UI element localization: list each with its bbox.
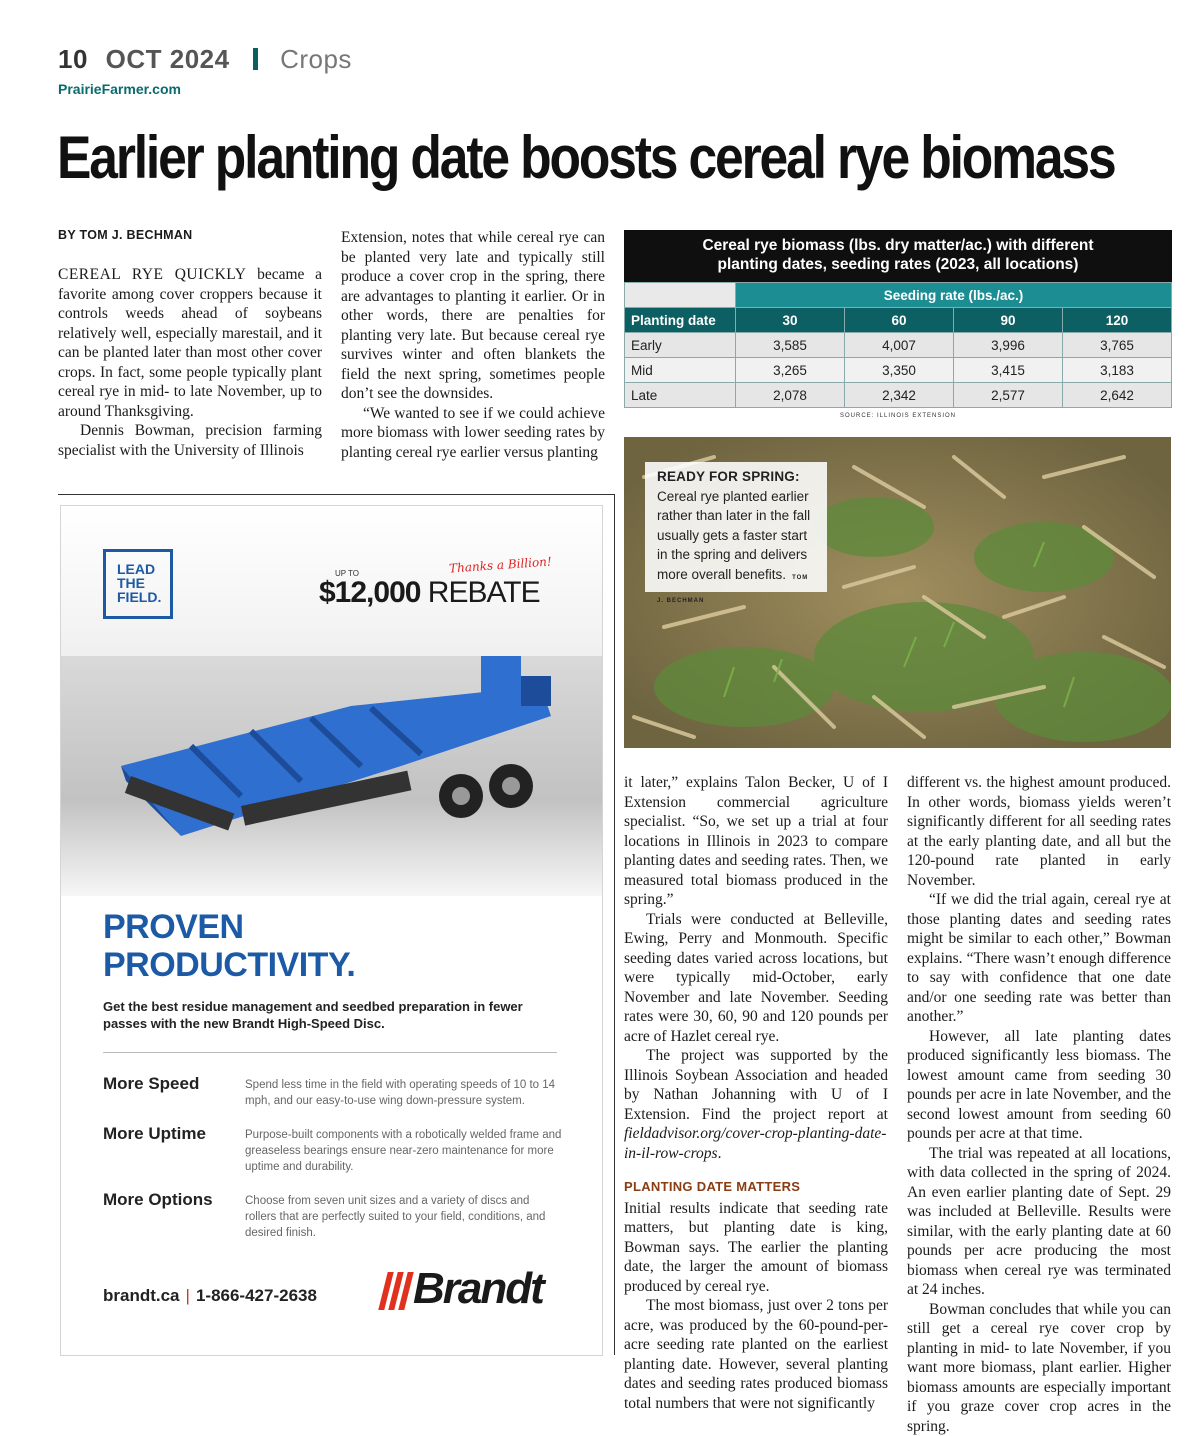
lead-text: became a favorite among cover croppers because it controls weeds ahead of soybeans relatively well, especially marestail, and it can be planted later than most other cover crops. In fact, some people typically plant cereal rye in mid- to late November, up to around Thanksgiving. bbox=[58, 266, 322, 420]
table-cell: 3,350 bbox=[845, 358, 954, 383]
table-cell: 2,342 bbox=[845, 383, 954, 408]
article-column-1 bbox=[58, 265, 322, 460]
row-label: Early bbox=[625, 333, 736, 358]
logo-line: FIELD. bbox=[117, 590, 170, 604]
row-label: Mid bbox=[625, 358, 736, 383]
site-link[interactable]: PrairieFarmer.com bbox=[58, 81, 181, 97]
table-title-line: planting dates, seeding rates (2023, all locations) bbox=[634, 255, 1162, 274]
table-source: SOURCE: ILLINOIS EXTENSION bbox=[624, 413, 1172, 419]
contact-divider: | bbox=[186, 1286, 190, 1305]
table-cell: 3,765 bbox=[1063, 333, 1172, 358]
table-row bbox=[625, 383, 1172, 408]
table-title bbox=[624, 230, 1172, 282]
article-paragraph: Trials were conducted at Belleville, Ewing, Perry and Monmouth. Specific seeding dates varied across locations, but were typically mid-October, early November and late November. Seeding rates were 30, 60, 90 and 120 pounds per acre of Hazlet cereal rye. bbox=[624, 910, 888, 1047]
high-speed-disc-illustration bbox=[101, 646, 561, 886]
table-cell: 3,415 bbox=[954, 358, 1063, 383]
feature-description: Spend less time in the field with operating speeds of 10 to 14 mph, and our easy-to-use wing down-pressure system. bbox=[245, 1077, 563, 1109]
article-paragraph: The most biomass, just over 2 tons per acre, was produced by the 60-pound-per-acre seeding rate planted on the earliest planting date. However, several planting dates and seeding rates produced biomass total numbers that were not significantly bbox=[624, 1296, 888, 1413]
brandt-logo bbox=[379, 1270, 569, 1310]
table-corner bbox=[625, 283, 736, 308]
paragraph-text: The project was supported by the Illinois Soybean Association and headed by Nathan Johanning with U of I Extension. Find the project report at bbox=[624, 1047, 888, 1123]
feature-description: Purpose-built components with a robotically welded frame and greaseless bearings ensure near-zero maintenance for more uptime and durability. bbox=[245, 1127, 563, 1175]
table-header-row bbox=[625, 308, 1172, 333]
article-paragraph bbox=[624, 1046, 888, 1163]
article-paragraph: Extension, notes that while cereal rye can be planted very late and typically still produce a cover crop in the spring, there are advantages to planting it earlier. Or in other words, there are penalties for planting very late. But because cereal rye survives winter and often blankets the field the next spring, sometimes people don’t see the downsides. bbox=[341, 228, 605, 404]
column-header: 90 bbox=[954, 308, 1063, 333]
up-to-label: UP TO bbox=[335, 569, 359, 578]
ad-phone[interactable]: 1-866-427-2638 bbox=[196, 1286, 317, 1305]
biomass-table bbox=[624, 230, 1172, 419]
photo-caption bbox=[645, 462, 827, 592]
table-grid bbox=[624, 282, 1172, 408]
brandt-stripes-icon bbox=[379, 1272, 413, 1310]
article-paragraph bbox=[58, 265, 322, 421]
table-cell: 3,585 bbox=[736, 333, 845, 358]
column-header: 30 bbox=[736, 308, 845, 333]
logo-line: LEAD bbox=[117, 562, 170, 576]
article-column-2 bbox=[341, 228, 605, 462]
table-cell: 2,642 bbox=[1063, 383, 1172, 408]
ad-website-link[interactable]: brandt.ca bbox=[103, 1286, 180, 1305]
rebate-offer bbox=[319, 576, 540, 610]
planting-date-header: Planting date bbox=[625, 308, 736, 333]
table-header-row bbox=[625, 283, 1172, 308]
table-cell: 2,078 bbox=[736, 383, 845, 408]
caption-text: Cereal rye planted earlier rather than later in the fall usually gets a faster start in the spring and delivers more overall benefits. bbox=[657, 489, 810, 582]
table-cell: 4,007 bbox=[845, 333, 954, 358]
section-name: Crops bbox=[280, 44, 352, 74]
rebate-word: REBATE bbox=[428, 576, 540, 609]
article-paragraph: “If we did the trial again, cereal rye at those planting dates and seeding rates might be similar to each other,” Bowman explains. “There wasn’t enough difference to say with confidence that one date and/or one seeding rate was better than another.” bbox=[907, 890, 1171, 1027]
feature-label: More Uptime bbox=[103, 1124, 206, 1144]
row-label: Late bbox=[625, 383, 736, 408]
ad-divider bbox=[103, 1052, 557, 1053]
ad-headline-line: PRODUCTIVITY. bbox=[103, 946, 355, 984]
ad-contact bbox=[103, 1286, 317, 1306]
table-cell: 3,183 bbox=[1063, 358, 1172, 383]
article-paragraph: different vs. the highest amount produced. In other words, biomass yields weren’t significantly different for all seeding rates at the early planting date, and all but the 120-pound rate planted in early November. bbox=[907, 773, 1171, 890]
column-header: 120 bbox=[1063, 308, 1172, 333]
feature-label: More Options bbox=[103, 1190, 213, 1210]
article-paragraph: However, all late planting dates produced significantly less biomass. The lowest amount came from seeding 30 pounds per acre in late November, and the second lowest amount from seeding 60 pounds per acre at that time. bbox=[907, 1027, 1171, 1144]
column-header: 60 bbox=[845, 308, 954, 333]
table-row bbox=[625, 333, 1172, 358]
table-cell: 3,996 bbox=[954, 333, 1063, 358]
feature-label: More Speed bbox=[103, 1074, 199, 1094]
byline: BY TOM J. BECHMAN bbox=[58, 228, 193, 242]
seeding-rate-header: Seeding rate (lbs./ac.) bbox=[736, 283, 1172, 308]
article-paragraph: The trial was repeated at all locations, with data collected in the spring of 2024. An even earlier planting date of Sept. 29 was included at Belleville. Results were similar, with the early planting date at 60 pounds per acre producing the most biomass when cereal rye was terminated at 24 inches. bbox=[907, 1144, 1171, 1300]
ad-subhead: Get the best residue management and seedbed preparation in fewer passes with the new Brandt High-Speed Disc. bbox=[103, 998, 523, 1032]
page-number: 10 bbox=[58, 44, 88, 74]
article-headline: Earlier planting date boosts cereal rye biomass bbox=[57, 122, 1115, 194]
article-column-3 bbox=[624, 773, 888, 1413]
article-paragraph: Dennis Bowman, precision farming specialist with the University of Illinois bbox=[58, 421, 322, 460]
brandt-advertisement[interactable] bbox=[60, 505, 603, 1356]
article-paragraph: “We wanted to see if we could achieve more biomass with lower seeding rates by planting cereal rye earlier versus planting bbox=[341, 404, 605, 463]
lead-in: CEREAL RYE QUICKLY bbox=[58, 266, 246, 283]
lead-the-field-logo bbox=[103, 549, 173, 619]
photo-credit: TOM J. BECHMAN bbox=[657, 575, 808, 605]
ad-headline bbox=[103, 908, 355, 984]
table-title-line: Cereal rye biomass (lbs. dry matter/ac.) with different bbox=[634, 236, 1162, 255]
page-folio bbox=[58, 44, 352, 75]
logo-line: THE bbox=[117, 576, 170, 590]
article-paragraph: Initial results indicate that seeding rate matters, but planting date is king, Bowman says. The earlier the planting date, the larger the amount of biomass produced by cereal rye. bbox=[624, 1199, 888, 1297]
table-cell: 3,265 bbox=[736, 358, 845, 383]
paragraph-text: . bbox=[718, 1145, 722, 1162]
article-paragraph: Bowman concludes that while you can still get a cereal rye cover crop by planting in mid- to late November, if you want more biomass, plant earlier. Higher biomass amounts are especially important if you graze cover crop acres in the spring. bbox=[907, 1300, 1171, 1436]
table-row bbox=[625, 358, 1172, 383]
issue-date: OCT 2024 bbox=[106, 44, 230, 74]
folio-divider bbox=[253, 48, 258, 70]
thanks-a-billion-tagline: Thanks a Billion! bbox=[449, 554, 553, 575]
article-paragraph: it later,” explains Talon Becker, U of I Extension commercial agriculture specialist. “So, we set up a trial at four locations in Illinois in 2023 to compare planting dates and seeding rates. Then, we measured total biomass produced in the spring.” bbox=[624, 773, 888, 910]
report-link[interactable]: fieldadvisor.org/cover-crop-planting-date-in-il-row-crops bbox=[624, 1125, 886, 1162]
brandt-wordmark: Brandt bbox=[413, 1264, 543, 1314]
ad-headline-line: PROVEN bbox=[103, 908, 355, 946]
feature-description: Choose from seven unit sizes and a variety of discs and rollers that are perfectly suited to your field, conditions, and desired finish. bbox=[245, 1193, 563, 1241]
rebate-amount: $12,000 bbox=[319, 576, 420, 609]
caption-lead: READY FOR SPRING: bbox=[657, 469, 800, 484]
table-cell: 2,577 bbox=[954, 383, 1063, 408]
article-column-4 bbox=[907, 773, 1171, 1436]
section-subhead: PLANTING DATE MATTERS bbox=[624, 1177, 888, 1197]
